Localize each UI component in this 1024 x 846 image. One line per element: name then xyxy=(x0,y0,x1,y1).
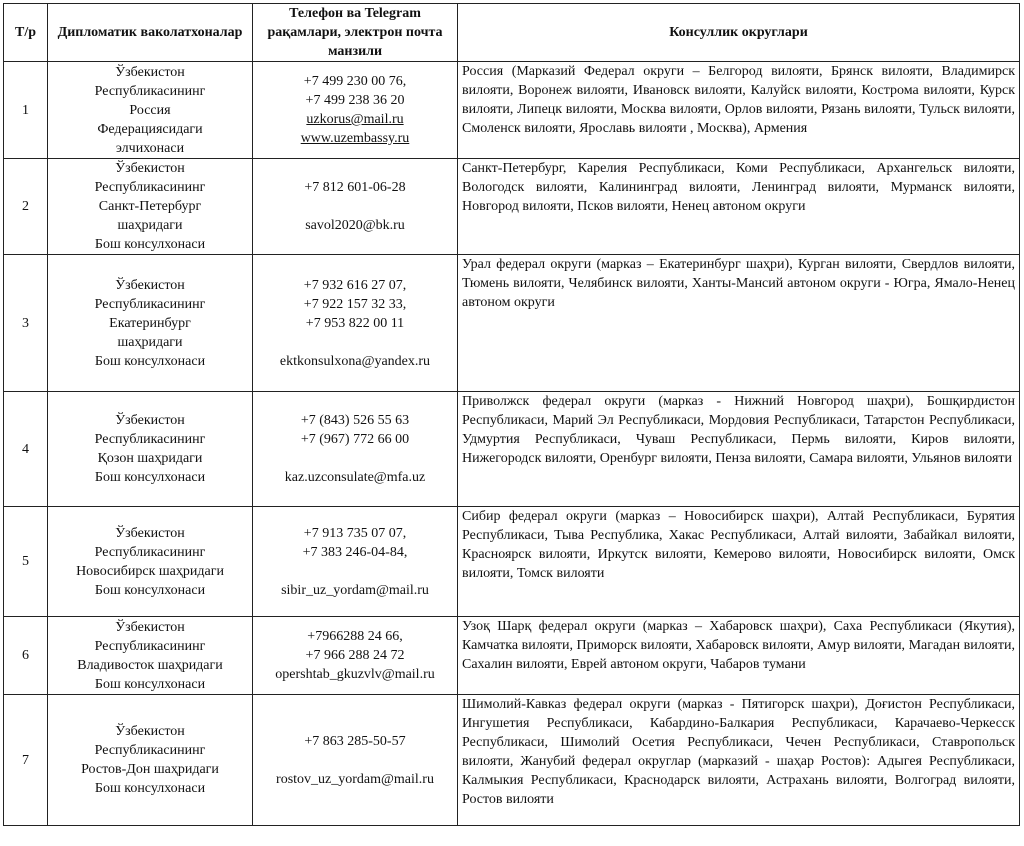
contacts-spacer xyxy=(257,562,453,581)
mission-name xyxy=(48,392,253,507)
phone-number: +7 966 288 24 72 xyxy=(305,648,405,663)
phone-number: +7 812 601-06-28 xyxy=(304,180,406,195)
mission-line: Ўзбекистон xyxy=(115,619,185,635)
phone-number: +7 922 157 32 33, xyxy=(303,296,407,312)
mission-line: Ўзбекистон xyxy=(115,724,185,739)
table-body xyxy=(4,62,1020,826)
mission-line: Республикасининг xyxy=(94,544,206,560)
mission-line: Республикасининг xyxy=(94,296,206,312)
consulates-table xyxy=(3,3,1020,826)
mission-line: Ўзбекистон xyxy=(115,64,185,80)
row-number: 4 xyxy=(4,392,48,507)
phone-number: +7 953 822 00 11 xyxy=(305,315,405,331)
consulates-document xyxy=(3,3,1019,826)
contacts-cell xyxy=(253,255,458,392)
table-row xyxy=(4,255,1020,392)
row-number: 1 xyxy=(4,62,48,159)
phone-number: +7 863 285-50-57 xyxy=(304,733,406,749)
consular-districts: Шимолий-Кавказ федерал округи (марказ - Пятигорск шаҳри), Доғистон Республикаси, Ингушетия Республикаси, Кабардино-Балкария Республикаси, Карачаево-Черкесск Республикаси, Шимолий Осетия Республикаси, Чечен Республикаси, Ставропольск вилояти, Жанубий федерал округлар (марказий - шаҳар Ростов): Адыгея Республикаси, Калмыкия Республикаси, Краснодарск вилояти, Астрахань вилояти, Волгоград вилояти, Ростов вилояти xyxy=(458,695,1020,826)
table-row xyxy=(4,507,1020,617)
row-number: 3 xyxy=(4,255,48,392)
contacts-spacer xyxy=(257,333,453,352)
contacts-cell xyxy=(253,695,458,826)
mission-line: Бош консулхонаси xyxy=(94,237,206,252)
table-row xyxy=(4,159,1020,255)
mission-name xyxy=(48,617,253,695)
email-address: sibir_uz_yordam@mail.ru xyxy=(281,582,429,598)
table-row xyxy=(4,617,1020,695)
mission-line: шаҳридаги xyxy=(117,334,183,350)
mission-line: Екатеринбург xyxy=(109,315,191,331)
phone-number: +7 383 246-04-84, xyxy=(302,544,408,560)
mission-line: Ўзбекистон xyxy=(115,525,185,541)
mission-line: Ростов-Дон шаҳридаги xyxy=(81,762,219,777)
email-address: rostov_uz_yordam@mail.ru xyxy=(276,771,434,787)
mission-line: Республикасининг xyxy=(94,432,206,447)
phone-number: +7 (843) 526 55 63 xyxy=(300,413,410,428)
mission-line: Республикасининг xyxy=(94,83,206,99)
mission-name xyxy=(48,695,253,826)
phone-number: +7 499 230 00 76, xyxy=(303,74,407,89)
consular-districts: Сибир федерал округи (марказ – Новосибирск шаҳри), Алтай Республикаси, Бурятия Республикаси, Тыва Республика, Хакас Республикаси, Алтай вилояти, Забайкал вилояти, Красноярск вилояти, Иркутск вилояти, Кемерово вилояти, Новосибирск вилояти, Омск вилояти, Томск вилояти xyxy=(458,507,1020,617)
website-link[interactable]: www.uzembassy.ru xyxy=(300,131,410,146)
email-address[interactable]: uzkorus@mail.ru xyxy=(306,112,404,127)
consular-districts: Санкт-Петербург, Карелия Республикаси, Коми Республикаси, Архангельск вилояти, Вологодск вилояти, Калининград вилояти, Ленинград вилояти, Мурманск вилояти, Новгород вилояти, Псков вилояти, Ненец автоном округи xyxy=(458,159,1020,255)
header-contacts: Телефон ва Telegram рақамлари, электрон почта манзили xyxy=(253,4,458,62)
mission-name xyxy=(48,62,253,159)
mission-line: Бош консулхонаси xyxy=(94,582,206,598)
contacts-cell xyxy=(253,507,458,617)
mission-line: Санкт-Петербург xyxy=(98,199,202,214)
mission-line: Бош консулхонаси xyxy=(94,470,206,485)
header-mission: Дипломатик ваколатхоналар xyxy=(48,4,253,62)
table-row xyxy=(4,392,1020,507)
phone-number: +7966288 24 66, xyxy=(307,629,403,644)
email-address: savol2020@bk.ru xyxy=(305,218,405,233)
consular-districts: Приволжск федерал округи (марказ - Нижний Новгород шаҳри), Бошқирдистон Республикаси, Марий Эл Республикаси, Мордовия Республикаси, Татарстон Республикаси, Удмуртия Республикаси, Чуваш Республикаси, Пермь вилояти, Киров вилояти, Нижегородск вилояти, Оренбург вилояти, Пенза вилояти, Самара вилояти, Ульянов вилояти xyxy=(458,392,1020,507)
email-address: opershtab_gkuzvlv@mail.ru xyxy=(275,667,435,682)
mission-name xyxy=(48,255,253,392)
mission-line: Федерациясидаги xyxy=(97,121,203,137)
table-row xyxy=(4,695,1020,826)
consular-districts: Узоқ Шарқ федерал округи (марказ – Хабаровск шаҳри), Саха Республикаси (Якутия), Камчатка вилояти, Приморск вилояти, Хабаровск вилояти, Амур вилояти, Магадан вилояти, Сахалин вилояти, Еврей автоном округи, Чабаров тумани xyxy=(458,617,1020,695)
mission-line: элчихонаси xyxy=(115,140,185,156)
header-number: Т/р xyxy=(4,4,48,62)
phone-number: +7 913 735 07 07, xyxy=(303,525,407,541)
row-number: 5 xyxy=(4,507,48,617)
row-number: 7 xyxy=(4,695,48,826)
consular-districts: Россия (Марказий Федерал округи – Белгород вилояти, Брянск вилояти, Владимирск вилояти, Воронеж вилояти, Ивановск вилояти, Калуйск вилояти, Кострома вилояти, Курск вилояти, Липецк вилояти, Москва вилояти, Орлов вилояти, Рязань вилояти, Тульск вилояти, Смоленск вилояти, Ярославь вилояти , Москва), Армения xyxy=(458,62,1020,159)
row-number: 6 xyxy=(4,617,48,695)
mission-line: Ўзбекистон xyxy=(115,413,185,428)
email-address: ektkonsulxona@yandex.ru xyxy=(279,353,431,369)
contacts-spacer xyxy=(257,449,453,468)
mission-name xyxy=(48,507,253,617)
contacts-cell xyxy=(253,62,458,159)
row-number: 2 xyxy=(4,159,48,255)
table-header-row xyxy=(4,4,1020,62)
mission-line: Ўзбекистон xyxy=(115,277,185,293)
header-districts: Консуллик округлари xyxy=(458,4,1020,62)
mission-line: Бош консулхонаси xyxy=(94,676,206,692)
mission-line: Республикасининг xyxy=(94,743,206,758)
mission-line: шаҳридаги xyxy=(117,218,183,233)
contacts-cell xyxy=(253,392,458,507)
phone-number: +7 (967) 772 66 00 xyxy=(300,432,410,447)
mission-line: Владивосток шаҳридаги xyxy=(77,657,223,673)
mission-line: Бош консулхонаси xyxy=(94,353,206,369)
phone-number: +7 932 616 27 07, xyxy=(303,277,407,293)
mission-line: Ўзбекистон xyxy=(115,161,185,176)
contacts-cell xyxy=(253,617,458,695)
contacts-cell xyxy=(253,159,458,255)
mission-line: Республикасининг xyxy=(94,638,206,654)
consular-districts: Урал федерал округи (марказ – Екатеринбург шаҳри), Курган вилояти, Свердлов вилояти, Тюмень вилояти, Челябинск вилояти, Ханты-Мансий автоном округи - Югра, Ямало-Ненец автоном округи xyxy=(458,255,1020,392)
table-row xyxy=(4,62,1020,159)
contacts-spacer xyxy=(257,751,453,770)
contacts-spacer xyxy=(257,197,453,216)
mission-line: Бош консулхонаси xyxy=(94,781,206,796)
phone-number: +7 499 238 36 20 xyxy=(305,93,405,108)
mission-line: Россия xyxy=(129,102,171,118)
email-address: kaz.uzconsulate@mfa.uz xyxy=(284,470,426,485)
mission-line: Новосибирск шаҳридаги xyxy=(76,563,224,579)
mission-name xyxy=(48,159,253,255)
mission-line: Қозон шаҳридаги xyxy=(97,451,203,466)
mission-line: Республикасининг xyxy=(94,180,206,195)
